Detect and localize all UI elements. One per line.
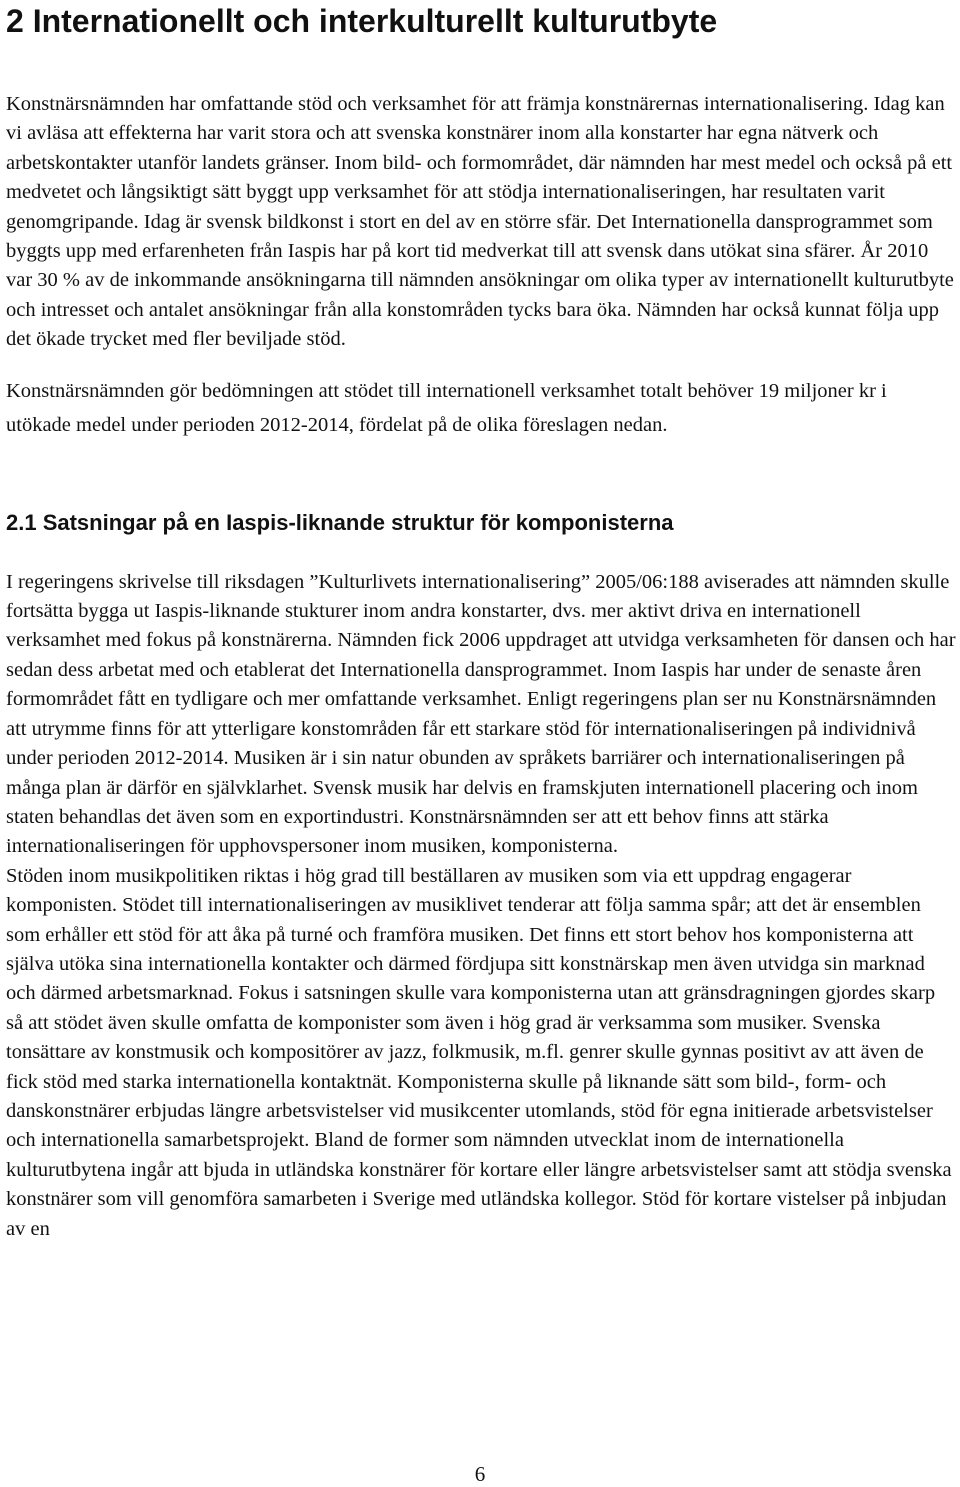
section-2-1-paragraph-2: Stöden inom musikpolitiken riktas i hög grad till beställaren av musiken som via ett uppdrag engagerar komponisten. Stödet till internationaliseringen av musiklivet tenderar att följa samma spår; att det är ensemblen som erhåller ett stöd för att åka på turné och framföra musiken. Det finns ett stort behov hos komponisterna att själva utöka sina internationella kontakter och därmed fördjupa sitt konstnärskap men även utvidga sin marknad och därmed arbetsmarknad. Fokus i satsningen skulle vara komponisterna utan att gränsdragningen gjordes skarp så att stödet även skulle omfatta de komponister som även i hög grad är verksamma som musiker. Svenska tonsättare av konstmusik och kompositörer av jazz, folkmusik, m.fl. genrer skulle gynnas positivt av att även de fick stöd med starka internationella kontaktnät. Komponisterna skulle på liknande sätt som bild-, form- och danskonstnärer erbjudas längre arbetsvistelser vid musikcenter utomlands, stöd för egna initierade arbetsvistelser och internationella samarbetsprojekt. Bland de former som nämnden utvecklat inom de internationella kulturutbytena ingår att bjuda in utländska konstnärer för kortare eller längre arbetsvistelser samt att stödja svenska konstnärer som vill genomföra samarbeten i Sverige med utländska kollegor. Stöd för kortare vistelser på inbjudan av en <box>6 864 952 1240</box>
page-number: 6 <box>474 1462 486 1486</box>
section-heading-2-1: 2.1 Satsningar på en Iaspis-liknande struktur för komponisterna <box>6 509 674 535</box>
chapter-heading: 2 Internationellt och interkulturellt kulturutbyte <box>6 3 718 39</box>
assessment-paragraph: Konstnärsnämnden gör bedömningen att stödet till internationell verksamhet totalt behöver 19 miljoner kr i utökade medel under perioden 2012-2014, fördelat på de olika föreslagen nedan. <box>6 379 887 436</box>
document-page <box>6 0 956 1244</box>
section-2-1-paragraph-1: I regeringens skrivelse till riksdagen ”Kulturlivets internationalisering” 2005/06:188 aviserades att nämnden skulle fortsätta bygga ut Iaspis-liknande stukturer inom andra konstarter, dvs. mer aktivt driva en internationell verksamhet med fokus på konstnärerna. Nämnden fick 2006 uppdraget att utvidga verksamheten för dansen och har sedan dess arbetat med och etablerat det Internationella dansprogrammet. Inom Iaspis har under de senaste åren formområdet fått en tydligare och mer omfattande verksamhet. Enligt regeringens plan ser nu Konstnärsnämnden att utrymme finns för att ytterligare konstområden får ett starkare stöd för internationaliseringen på individnivå under perioden 2012-2014. Musiken är i sin natur obunden av språkets barriärer och internationaliseringen på många plan är därför en självklarhet. Svensk musik har delvis en framskjuten internationell placering och inom staten behandlas det även som en exportindustri. Konstnärsnämnden ser att ett behov finns att stärka internationaliseringen för upphovspersoner inom musiken, komponisterna. <box>6 570 956 858</box>
intro-paragraph: Konstnärsnämnden har omfattande stöd och verksamhet för att främja konstnärernas internationalisering. Idag kan vi avläsa att effekterna har varit stora och att svenska konstnärer inom alla konstarter har egna nätverk och arbetskontakter utanför landets gränser. Inom bild- och formområdet, där nämnden har mest medel och också på ett medvetet och långsiktigt sätt byggt upp verksamhet för att stödja internationaliseringen, har resultaten varit genomgripande. Idag är svensk bildkonst i stort en del av en större sfär. Det Internationella dansprogrammet som byggts upp med erfarenheten från Iaspis har på kort tid medverkat till att svensk dans utökat sina sfärer. År 2010 var 30 % av de inkommande ansökningarna till nämnden ansökningar om olika typer av internationellt kulturutbyte och intresset och antalet ansökningar från alla konstområden tycks bara öka. Nämnden har också kunnat följa upp det ökade trycket med fler beviljade stöd. <box>6 93 954 351</box>
